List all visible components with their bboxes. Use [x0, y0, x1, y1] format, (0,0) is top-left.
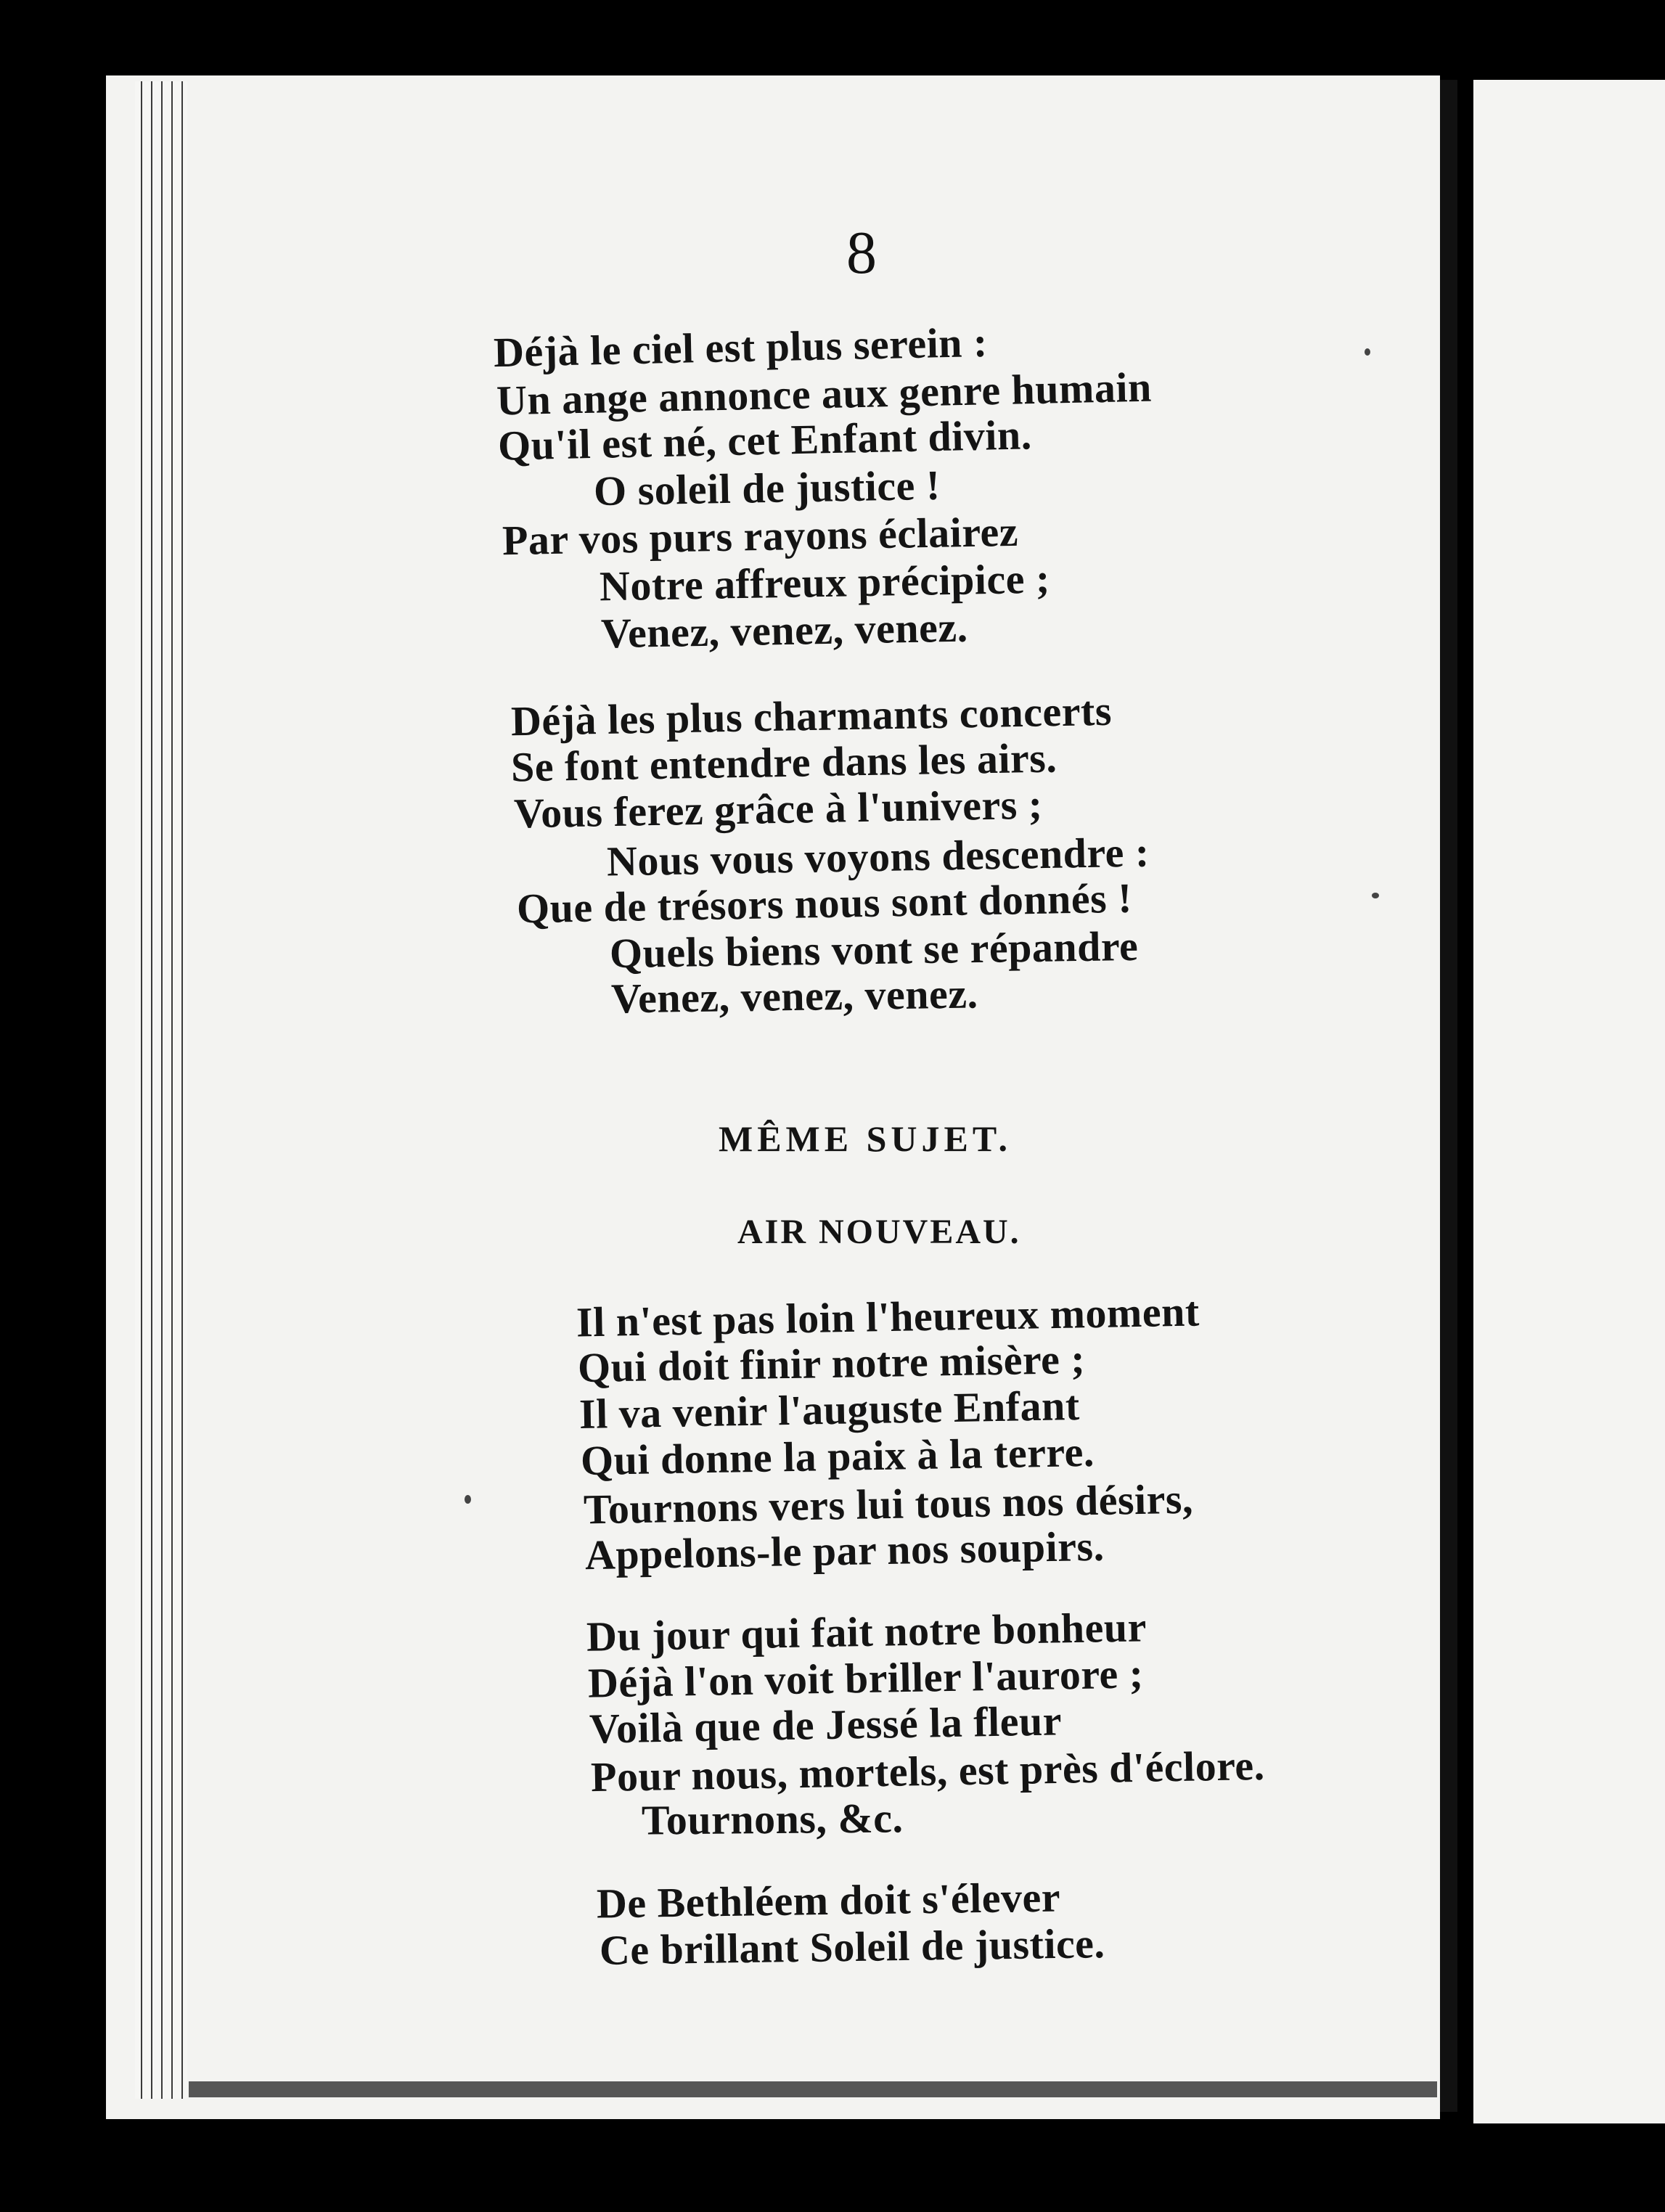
verse-line: Vous ferez grâce à l'univers ; — [513, 780, 1044, 837]
verse-line: Se font entendre dans les airs. — [510, 734, 1058, 791]
verse-line: Il n'est pas loin l'heureux moment — [576, 1287, 1200, 1346]
facing-page — [1473, 80, 1665, 2123]
verse-line: Nous vous voyons descendre : — [606, 828, 1150, 885]
verse-line: Quels biens vont se répandre — [609, 922, 1139, 978]
verse-line: Déjà l'on voit briller l'aurore ; — [587, 1650, 1145, 1707]
verse-line: De Bethléem doit s'élever — [596, 1873, 1061, 1928]
verse-line: Qui donne la paix à la terre. — [580, 1427, 1095, 1485]
verse-line: O soleil de justice ! — [593, 461, 941, 515]
section-subtitle: AIR NOUVEAU. — [737, 1213, 1021, 1251]
ink-speck — [1372, 893, 1379, 898]
verse-line: Tournons vers lui tous nos désirs, — [583, 1475, 1194, 1533]
page-number: 8 — [846, 219, 877, 287]
verse-line: Appelons-le par nos soupirs. — [584, 1522, 1105, 1579]
verse-line: Venez, venez, venez. — [610, 970, 978, 1023]
verse-line: Ce brillant Soleil de justice. — [599, 1920, 1105, 1974]
verse-line: Venez, venez, venez. — [600, 603, 969, 658]
verse-line: Un ange annonce aux genre humain — [496, 363, 1153, 425]
verse-line: Voilà que de Jessé la fleur — [589, 1697, 1063, 1753]
verse-line: Tournons, &c. — [641, 1794, 904, 1844]
verse-line: Déjà les plus charmants concerts — [510, 687, 1113, 745]
ink-speck — [465, 1495, 471, 1504]
section-title: MÊME SUJET. — [719, 1118, 1012, 1159]
verse-line: Notre affreux précipice ; — [599, 554, 1051, 610]
verse-line: Il va venir l'auguste Enfant — [578, 1381, 1081, 1438]
verse-line: Que de trésors nous sont donnés ! — [516, 874, 1133, 933]
ink-speck — [1365, 348, 1370, 356]
verse-line: Qui doit finir notre misère ; — [577, 1335, 1086, 1392]
gutter-shadow — [1440, 80, 1457, 2112]
verse-line: Pour nous, mortels, est près d'éclore. — [590, 1741, 1266, 1801]
bottom-edge-shadow — [189, 2081, 1437, 2097]
verse-line: Déjà le ciel est plus serein : — [493, 318, 989, 377]
verse-line: Qu'il est né, cet Enfant divin. — [497, 411, 1033, 470]
verse-line: Par vos purs rayons éclairez — [502, 507, 1019, 565]
page-edge-stack — [135, 81, 187, 2099]
verse-line: Du jour qui fait notre bonheur — [586, 1603, 1148, 1660]
